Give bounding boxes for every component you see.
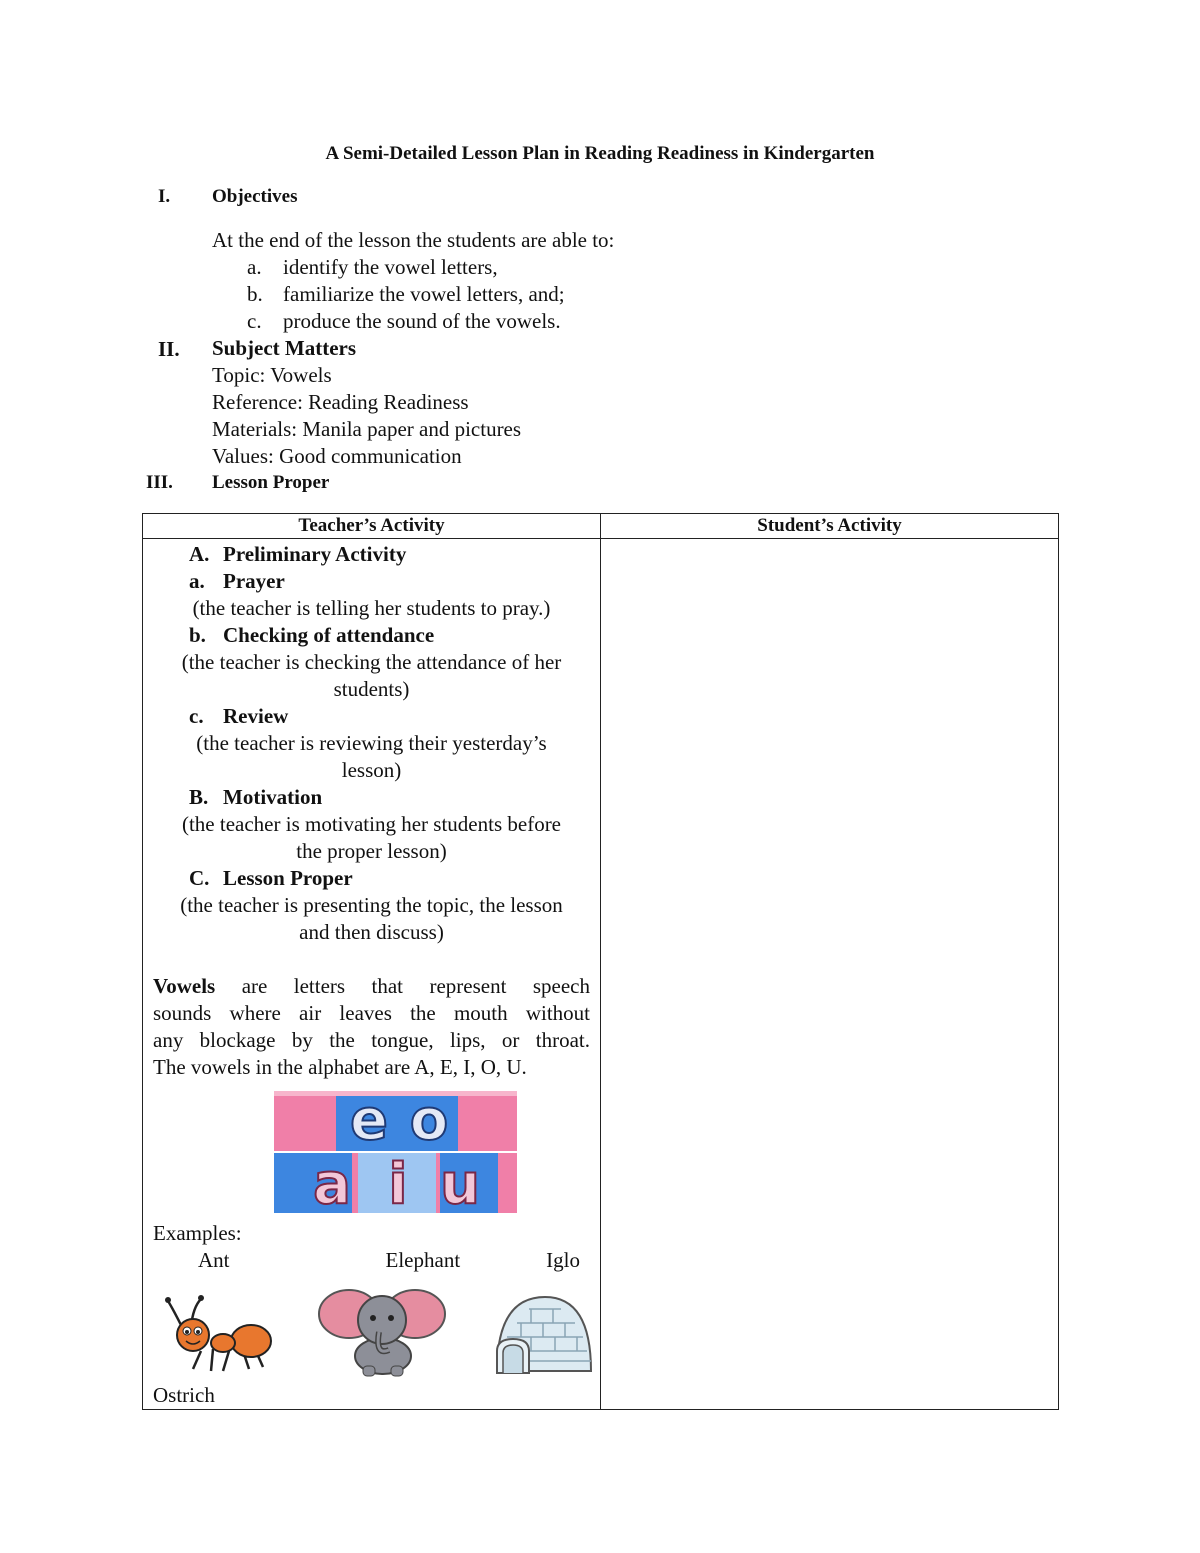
document-title: A Semi-Detailed Lesson Plan in Reading Readiness in Kindergarten — [325, 143, 875, 164]
subject-values: Values: Good communication — [212, 444, 462, 468]
section-heading-objectives: Objectives — [212, 186, 298, 207]
activity-heading-review: c. Review — [189, 704, 289, 728]
activity-heading-prayer: a. Prayer — [189, 569, 285, 593]
activity-note-motivation-2: the proper lesson) — [296, 839, 447, 863]
objective-item — [247, 309, 561, 334]
activity-note-prayer: (the teacher is telling her students to pray.) — [192, 596, 551, 620]
vowel-letter: i — [388, 1152, 408, 1213]
elephant-icon — [317, 1286, 447, 1378]
activity-note-lesson-2: and then discuss) — [299, 920, 444, 944]
table-header-row — [143, 514, 1059, 539]
objective-text: identify the vowel letters, — [283, 255, 498, 279]
header-teacher-activity: Teacher’s Activity — [143, 514, 601, 539]
vowels-definition-line: any blockage by the tongue, lips, or throat. — [153, 1028, 590, 1052]
activity-note-lesson-1: (the teacher is presenting the topic, the lesson — [180, 893, 563, 917]
activity-note-review-2: lesson) — [341, 758, 402, 782]
vowel-letter: a — [313, 1152, 351, 1213]
objectives-intro: At the end of the lesson the students are able to: — [212, 228, 615, 252]
subject-topic: Topic: Vowels — [212, 363, 332, 387]
objective-letter: b. — [247, 282, 263, 306]
student-activity-cell — [601, 539, 1059, 1410]
example-word: Iglo — [546, 1248, 580, 1272]
section-number-subject-matters: II. — [158, 337, 180, 361]
vowel-letters-image — [274, 1091, 517, 1213]
example-pictures — [143, 1282, 600, 1382]
example-word: Elephant — [385, 1248, 461, 1272]
examples-row — [143, 1247, 600, 1274]
activity-heading-motivation: B. Motivation — [189, 785, 323, 809]
activity-note-review-1: (the teacher is reviewing their yesterday’s — [196, 731, 547, 755]
activity-heading-lesson-proper: C. Lesson Proper — [189, 866, 353, 890]
objective-text: produce the sound of the vowels. — [283, 309, 561, 333]
table-body-row — [143, 539, 1059, 1410]
activity-note-attendance-2: students) — [333, 677, 410, 701]
activity-note-attendance-1: (the teacher is checking the attendance of her — [181, 650, 562, 674]
subject-reference: Reference: Reading Readiness — [212, 390, 469, 414]
activity-note-motivation-1: (the teacher is motivating her students before — [181, 812, 562, 836]
teacher-activity-cell — [143, 539, 601, 1410]
examples-label: Examples: — [153, 1221, 242, 1245]
vowels-definition-line: Vowels are letters that represent speech — [153, 974, 591, 998]
activity-table — [142, 513, 1059, 1410]
objective-letter: c. — [247, 309, 262, 333]
objective-item — [247, 255, 498, 280]
activity-heading-preliminary: A. Preliminary Activity — [189, 542, 407, 566]
section-number-objectives: I. — [158, 186, 171, 207]
objective-letter: a. — [247, 255, 262, 279]
igloo-icon — [491, 1289, 595, 1375]
vowels-definition-line: The vowels in the alphabet are A, E, I, O, U. — [153, 1055, 527, 1079]
section-number-lesson-proper: III. — [146, 472, 173, 493]
activity-heading-attendance: b. Checking of attendance — [189, 623, 435, 647]
ant-icon — [163, 1289, 273, 1375]
objective-text: familiarize the vowel letters, and; — [283, 282, 565, 306]
vowel-letter: o — [409, 1091, 449, 1153]
subject-materials: Materials: Manila paper and pictures — [212, 417, 522, 441]
section-heading-lesson-proper: Lesson Proper — [212, 472, 330, 493]
vowel-letter: e — [350, 1091, 388, 1153]
vowels-definition-line: sounds where air leaves the mouth without — [153, 1001, 590, 1025]
section-heading-subject-matters: Subject Matters — [212, 336, 357, 360]
objective-item — [247, 282, 565, 307]
header-student-activity: Student’s Activity — [601, 514, 1059, 539]
vowel-letter: u — [440, 1152, 480, 1213]
last-example-word: Ostrich — [153, 1383, 215, 1407]
example-word: Ant — [198, 1248, 230, 1272]
